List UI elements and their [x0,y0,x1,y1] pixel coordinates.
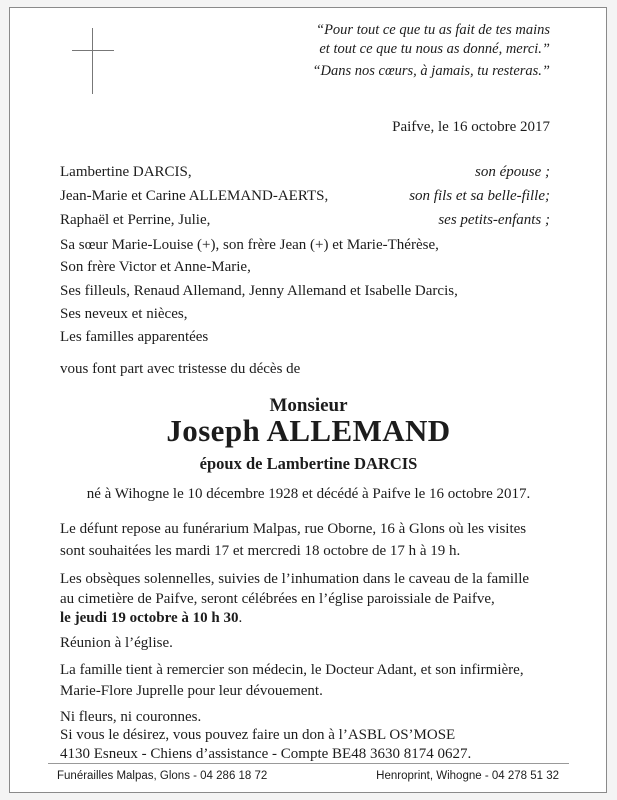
announcement: vous font part avec tristesse du décès de [60,361,301,377]
funeral-paragraph: au cimetière de Paifve, seront célébrées en l’église paroissiale de Paifve, [60,591,495,607]
donation-details: 4130 Esneux - Chiens d’assistance - Compte BE48 3630 8174 0627. [60,746,472,762]
relative-line: Les familles apparentées [60,329,209,345]
honorific: Monsieur [269,395,348,416]
rest-paragraph: sont souhaitées les mardi 17 et mercredi 18 octobre de 17 h à 19 h. [60,543,461,559]
funeral-datetime [60,610,242,627]
quote-line-2: et tout ce que tu nous as donné, merci.” [319,41,550,57]
spouse-line: époux de Lambertine DARCIS [199,454,418,473]
funeral-datetime-bold: le jeudi 19 octobre à 10 h 30 [60,610,239,626]
thanks-paragraph: Marie-Flore Juprelle pour leur dévouement. [60,683,323,699]
relative-line: Ses neveux et nièces, [60,306,188,322]
family-role: son épouse ; [475,164,550,180]
place-date: Paifve, le 16 octobre 2017 [392,119,550,135]
birth-death-dates: né à Wihogne le 10 décembre 1928 et décédé à Paifve le 16 octobre 2017. [86,486,531,502]
quote-line-1: “Pour tout ce que tu as fait de tes mains [316,22,550,38]
footer-left: Funérailles Malpas, Glons - 04 286 18 72 [57,770,268,782]
relative-line: Son frère Victor et Anne-Marie, [60,259,251,275]
rest-paragraph: Le défunt repose au funérarium Malpas, rue Oborne, 16 à Glons où les visites [60,521,527,537]
thanks-paragraph: La famille tient à remercier son médecin, le Docteur Adant, et son infirmière, [60,662,524,678]
family-role: son fils et sa belle-fille; [409,188,550,204]
cross-icon-bar [72,50,114,51]
family-role: ses petits-enfants ; [438,212,550,228]
relative-line: Ses filleuls, Renaud Allemand, Jenny Allemand et Isabelle Darcis, [60,283,458,299]
donation-line: Si vous le désirez, vous pouvez faire un don à l’ASBL OS’MOSE [60,727,456,743]
quote-line-3: “Dans nos cœurs, à jamais, tu resteras.” [312,63,550,79]
deceased-name: Joseph ALLEMAND [166,413,451,448]
footer-divider [48,763,569,764]
funeral-datetime-period: . [238,610,243,626]
relative-line: Sa sœur Marie-Louise (+), son frère Jean (+) et Marie-Thérèse, [60,237,439,253]
cross-icon [92,28,93,94]
footer-right: Henroprint, Wihogne - 04 278 51 32 [376,770,559,782]
flowers-line: Ni fleurs, ni couronnes. [60,709,202,725]
family-name: Raphaël et Perrine, Julie, [60,212,211,228]
family-name: Jean-Marie et Carine ALLEMAND-AERTS, [60,188,329,204]
family-name: Lambertine DARCIS, [60,164,192,180]
funeral-paragraph: Les obsèques solennelles, suivies de l’inhumation dans le caveau de la famille [60,571,530,587]
reunion-line: Réunion à l’église. [60,635,173,651]
